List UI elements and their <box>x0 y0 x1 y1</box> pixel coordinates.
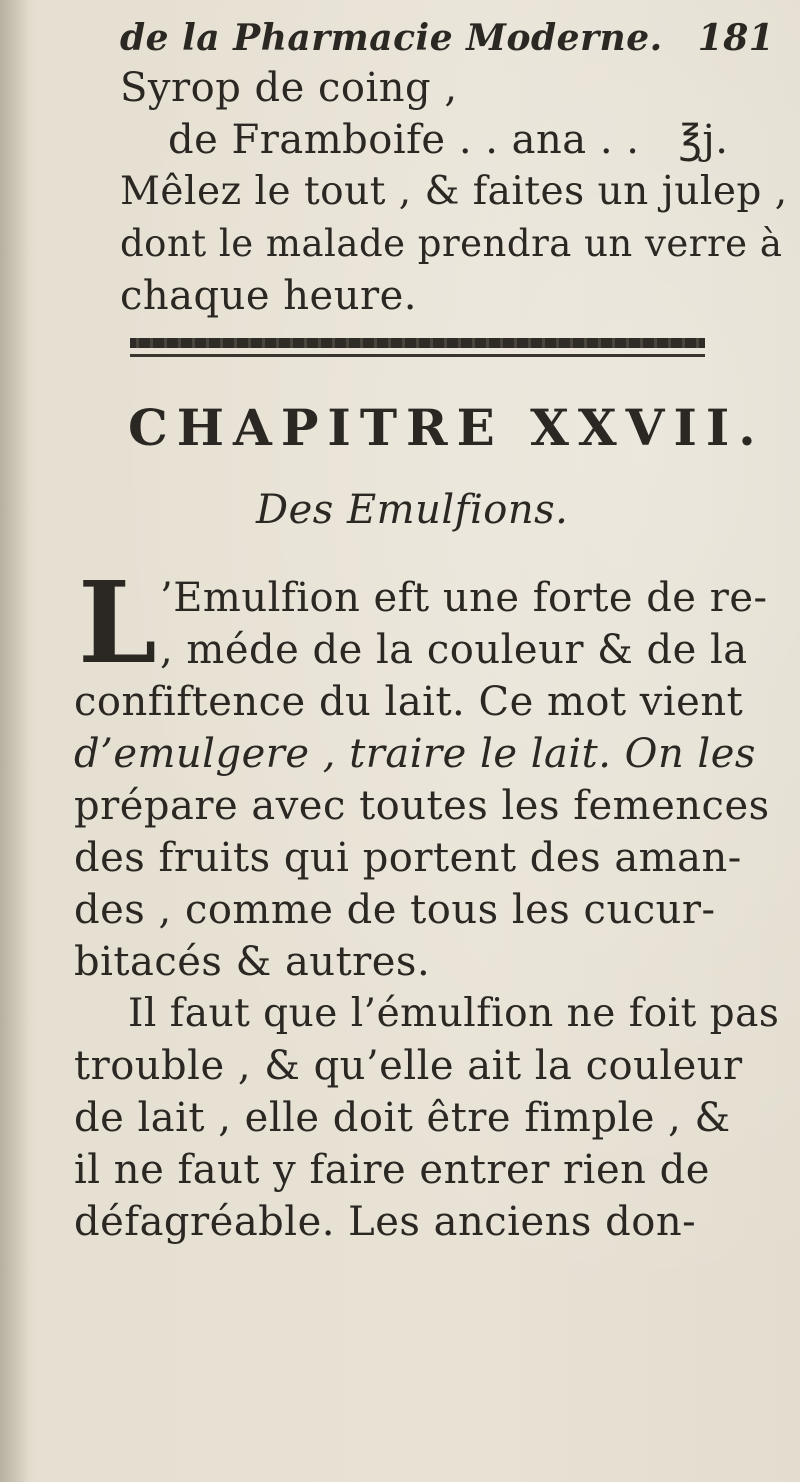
recipe-line-2 <box>168 116 728 164</box>
page-number: 181 <box>697 17 775 59</box>
recipe-line-5: chaque heure. <box>120 273 417 319</box>
running-header-title: de la Pharmacie Moderne. <box>120 17 663 59</box>
body-line-4: d’emulgere , traire le lait. On les <box>74 731 756 777</box>
body-line-5: prépare avec toutes les femences <box>74 783 770 829</box>
body-line-10: trouble , & qu’elle ait la couleur <box>74 1043 743 1089</box>
drop-cap: L <box>78 558 157 689</box>
body-line-7: des , comme de tous les cucur- <box>74 887 716 933</box>
body-line-9: Il faut que l’émulfion ne foit pas <box>128 991 780 1036</box>
ornament-rule <box>130 338 705 348</box>
body-line-13: défagréable. Les anciens don- <box>74 1199 697 1245</box>
recipe-line-2-item: de Framboife . . ana . . <box>168 117 640 163</box>
recipe-line-3: Mêlez le tout , & faites un julep , <box>120 169 788 214</box>
body-line-2: , méde de la couleur & de la <box>160 627 748 673</box>
ornament-rule-underline <box>130 354 705 357</box>
running-header <box>120 14 774 62</box>
recipe-line-2-qty: ℥j. <box>678 117 729 163</box>
body-line-6: des fruits qui portent des aman- <box>74 835 742 881</box>
body-line-8: bitacés & autres. <box>74 939 431 985</box>
body-line-12: il ne faut y faire entrer rien de <box>74 1147 710 1193</box>
chapter-subtitle: Des Emulfions. <box>256 487 569 533</box>
body-line-11: de lait , elle doit être fimple , & <box>74 1095 731 1141</box>
recipe-line-1: Syrop de coing , <box>120 65 458 111</box>
recipe-line-4: dont le malade prendra un verre à <box>120 222 783 265</box>
body-line-3: confiftence du lait. Ce mot vient <box>74 679 744 725</box>
page-gutter-shadow <box>0 0 30 1482</box>
chapter-title: CHAPITRE XXVII. <box>128 398 765 457</box>
body-line-1: ’Emulfion eft une forte de re- <box>160 575 768 621</box>
